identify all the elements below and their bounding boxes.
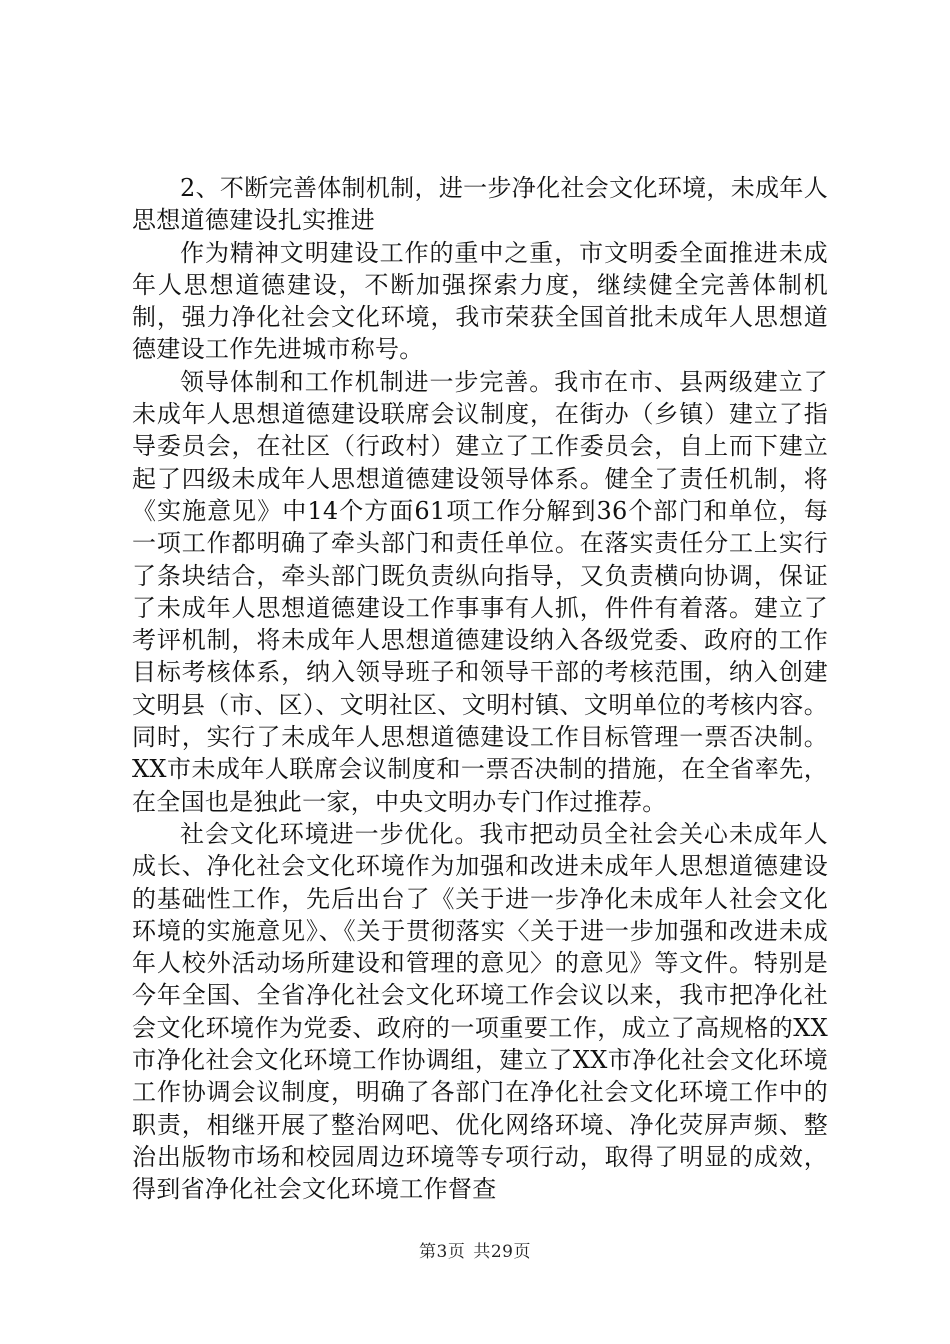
- intro-paragraph: 作为精神文明建设工作的重中之重，市文明委全面推进未成年人思想道德建设，不断加强探索力度，继续健全完善体制机制，强力净化社会文化环境，我市荣获全国首批未成年人思想道德建设工作先进城市称号。: [132, 238, 828, 364]
- cultural-environment-paragraph: 社会文化环境进一步优化。我市把动员全社会关心未成年人成长、净化社会文化环境作为加强和改进未成年人思想道德建设的基础性工作，先后出台了《关于进一步净化未成年人社会文化环境的实施意见》、《关于贯彻落实〈关于进一步加强和改进未成年人校外活动场所建设和管理的意见〉的意见》等文件。特别是今年全国、全省净化社会文化环境工作会议以来，我市把净化社会文化环境作为党委、政府的一项重要工作，成立了高规格的XX市净化社会文化环境工作协调组，建立了XX市净化社会文化环境工作协调会议制度，明确了各部门在净化社会文化环境工作中的职责，相继开展了整治网吧、优化网络环境、净化荧屏声频、整治出版物市场和校园周边环境等专项行动，取得了明显的成效，得到省净化社会文化环境工作督查: [132, 819, 828, 1204]
- page-total: 共29页: [473, 1242, 531, 1262]
- document-body: [132, 172, 828, 1206]
- page-number: 第3页: [419, 1242, 466, 1262]
- section-heading-paragraph: 2、不断完善体制机制，进一步净化社会文化环境，未成年人思想道德建设扎实推进: [132, 174, 828, 235]
- page-footer: [0, 1241, 950, 1263]
- leadership-system-paragraph: 领导体制和工作机制进一步完善。我市在市、县两级建立了未成年人思想道德建设联席会议制度，在街办（乡镇）建立了指导委员会，在社区（行政村）建立了工作委员会，自上而下建立起了四级未成年人思想道德建设领导体系。健全了责任机制，将《实施意见》中14个方面61项工作分解到36个部门和单位，每一项工作都明确了牵头部门和责任单位。在落实责任分工上实行了条块结合，牵头部门既负责纵向指导，又负责横向协调，保证了未成年人思想道德建设工作事事有人抓，件件有着落。建立了考评机制，将未成年人思想道德建设纳入各级党委、政府的工作目标考核体系，纳入领导班子和领导干部的考核范围，纳入创建文明县（市、区）、文明社区、文明村镇、文明单位的考核内容。同时，实行了未成年人思想道德建设工作目标管理一票否决制。XX市未成年人联席会议制度和一票否决制的措施，在全省率先，在全国也是独此一家，中央文明办专门作过推荐。: [132, 367, 828, 816]
